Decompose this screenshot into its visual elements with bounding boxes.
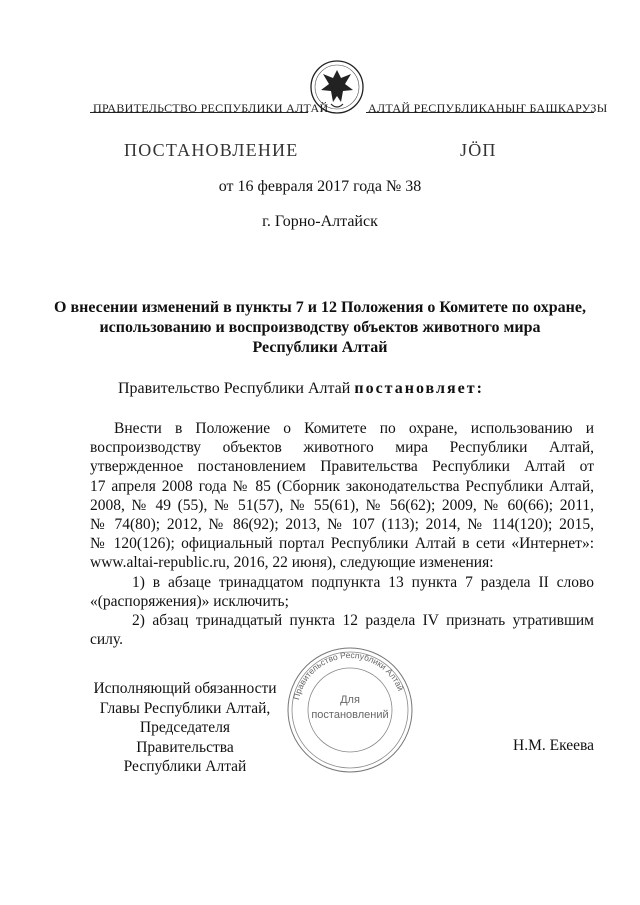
stamp-outer-text: Правительство Республики Алтай [291, 649, 407, 701]
body-line: Внести в Положение о Комитете по охране, использованию и [114, 420, 594, 437]
preamble [118, 380, 484, 398]
document-date: от 16 февраля 2017 года № 38 [218, 178, 422, 195]
official-stamp [285, 645, 415, 775]
position-line: Председателя Правительства [136, 719, 234, 756]
position-line: Республики Алтай [123, 758, 247, 775]
signatory-name: Н.М. Екеева [513, 737, 594, 754]
body-line: 17 апреля 2008 года № 85 (Сборник законодательства Республики Алтай, [90, 477, 594, 495]
document-title [0, 298, 640, 358]
position-line: Главы Республики Алтай, [99, 699, 271, 717]
stamp-inner-line1: Для [340, 694, 360, 706]
body-line: «(распоряжения)» исключить; [90, 592, 289, 610]
document-body [90, 419, 594, 649]
body-line: № 120(126); официальный портал Республики Алтай в сети «Интернет»: [90, 535, 594, 553]
stamp-inner-line2: постановлений [311, 709, 389, 721]
title-line: использованию и воспроизводству объектов животного мира [99, 319, 541, 336]
doc-type-alt: JÖП [460, 140, 497, 160]
title-line: Республики Алтай [252, 339, 388, 356]
title-line: О внесении изменений в пункты 7 и 12 Положения о Комитете по охране, [54, 299, 586, 316]
document-city: г. Горно-Алтайск [262, 213, 378, 230]
body-line: 2) абзац тринадцатый пункта 12 раздела IV признать утратившим [132, 612, 594, 630]
header-org-left: ПРАВИТЕЛЬСТВО РЕСПУБЛИКИ АЛТАЙ [93, 101, 329, 115]
signatory-position [90, 679, 280, 777]
body-line: www.altai-republic.ru, 2016, 22 июня), следующие изменения: [90, 554, 494, 572]
header-org-right: АЛТАЙ РЕСПУБЛИКАНЫҤ БАШКАРУЗЫ [368, 101, 608, 115]
body-line: воспроизводству объектов животного мира Республики Алтай, [90, 439, 594, 457]
body-line: силу. [90, 631, 123, 649]
body-line: № 74(80); 2012, № 86(92); 2013, № 107 (113); 2014, № 114(120); 2015, [90, 516, 594, 534]
preamble-text: Правительство Республики Алтай [118, 380, 355, 397]
position-line: Исполняющий обязанности [93, 680, 277, 697]
body-line: 1) в абзаце тринадцатом подпункта 13 пункта 7 раздела II слово [132, 573, 594, 591]
doc-type-ru: ПОСТАНОВЛЕНИЕ [124, 140, 299, 160]
preamble-decree-word: постановляет: [354, 380, 484, 397]
body-line: утвержденное постановлением Правительства Республики Алтай от [90, 458, 594, 476]
body-line: 2008, № 49 (55), № 51(57), № 55(61), № 56(62); 2009, № 60(66); 2011, [90, 496, 594, 514]
